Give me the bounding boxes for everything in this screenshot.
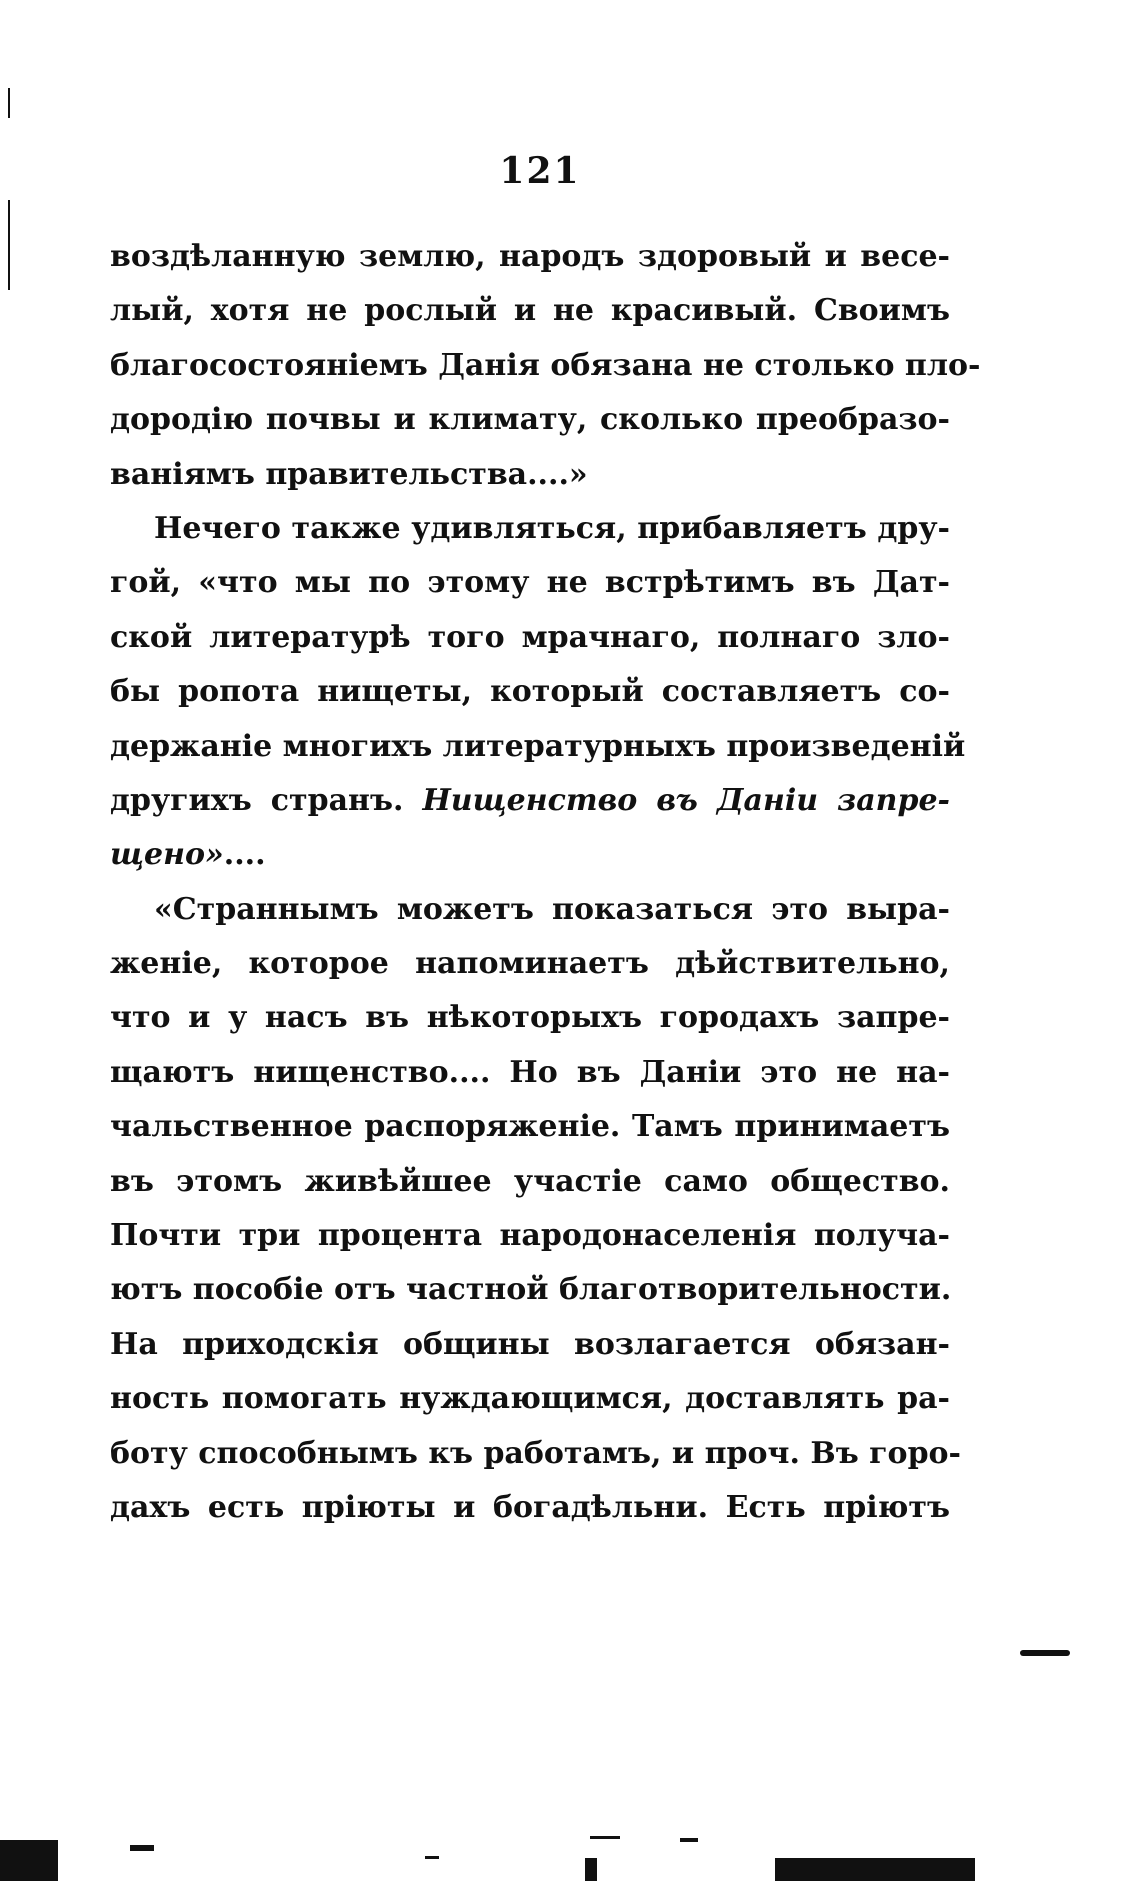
- scan-mark: [585, 1858, 597, 1881]
- text-line: благосостояніемъ Данія обязана не столько пло-: [110, 347, 981, 383]
- page-number: 121: [499, 150, 581, 192]
- text-line: ваніямъ правительства....»: [110, 456, 588, 492]
- page-text: [110, 230, 981, 1535]
- scan-mark: [0, 1840, 58, 1881]
- text-line: [110, 774, 950, 828]
- text-line: гой, «что мы по этому не встрѣтимъ въ Дат-: [110, 565, 950, 601]
- text-line: ской литературѣ того мрачнаго, полнаго зло-: [110, 619, 950, 655]
- scan-mark: [8, 200, 10, 290]
- scan-mark: [8, 88, 10, 118]
- scan-mark: [1020, 1650, 1070, 1656]
- scan-mark: [425, 1856, 439, 1859]
- scan-mark: [775, 1858, 975, 1881]
- text-line: что и у насъ въ нѣкоторыхъ городахъ запре-: [110, 1000, 950, 1036]
- text-line: [110, 828, 950, 882]
- scan-mark: [130, 1845, 154, 1851]
- text-line: въ этомъ живѣйшее участіе само общество.: [110, 1163, 950, 1199]
- text-line: бы ропота нищеты, который составляетъ со-: [110, 674, 950, 710]
- text-line: «Страннымъ можетъ показаться это выра-: [154, 891, 950, 927]
- text-line: На приходскія общины возлагается обязан-: [110, 1326, 950, 1362]
- text-line: Нечего также удивляться, прибавляетъ дру-: [154, 510, 950, 546]
- text-segment: другихъ странъ.: [110, 782, 404, 818]
- scan-mark: [680, 1838, 698, 1842]
- italic-segment: Нищенство въ Даніи запре-: [422, 782, 950, 818]
- text-line: воздѣланную землю, народъ здоровый и весе-: [110, 239, 950, 274]
- text-line: ютъ пособіе отъ частной благотворительности.: [110, 1272, 952, 1308]
- text-line: чальственное распоряженіе. Тамъ принимаетъ: [110, 1109, 950, 1145]
- text-line: дахъ есть пріюты и богадѣльни. Есть пріютъ: [110, 1489, 950, 1525]
- italic-segment: щено»: [110, 837, 224, 873]
- text-line: щаютъ нищенство.... Но въ Даніи это не на-: [110, 1054, 950, 1090]
- text-line: боту способнымъ къ работамъ, и проч. Въ горо-: [110, 1435, 962, 1471]
- scan-mark: [590, 1836, 620, 1839]
- text-segment: ....: [223, 837, 266, 873]
- text-line: Почти три процента народонаселенія получа-: [110, 1218, 950, 1254]
- text-line: ность помогать нуждающимся, доставлять ра-: [110, 1381, 950, 1417]
- text-line: лый, хотя не рослый и не красивый. Своимъ: [110, 293, 950, 329]
- text-line: женіе, которое напоминаетъ дѣйствительно,: [110, 946, 950, 982]
- text-line: дородію почвы и климату, сколько преобразо-: [110, 402, 950, 438]
- text-line: держаніе многихъ литературныхъ произведеній: [110, 728, 966, 764]
